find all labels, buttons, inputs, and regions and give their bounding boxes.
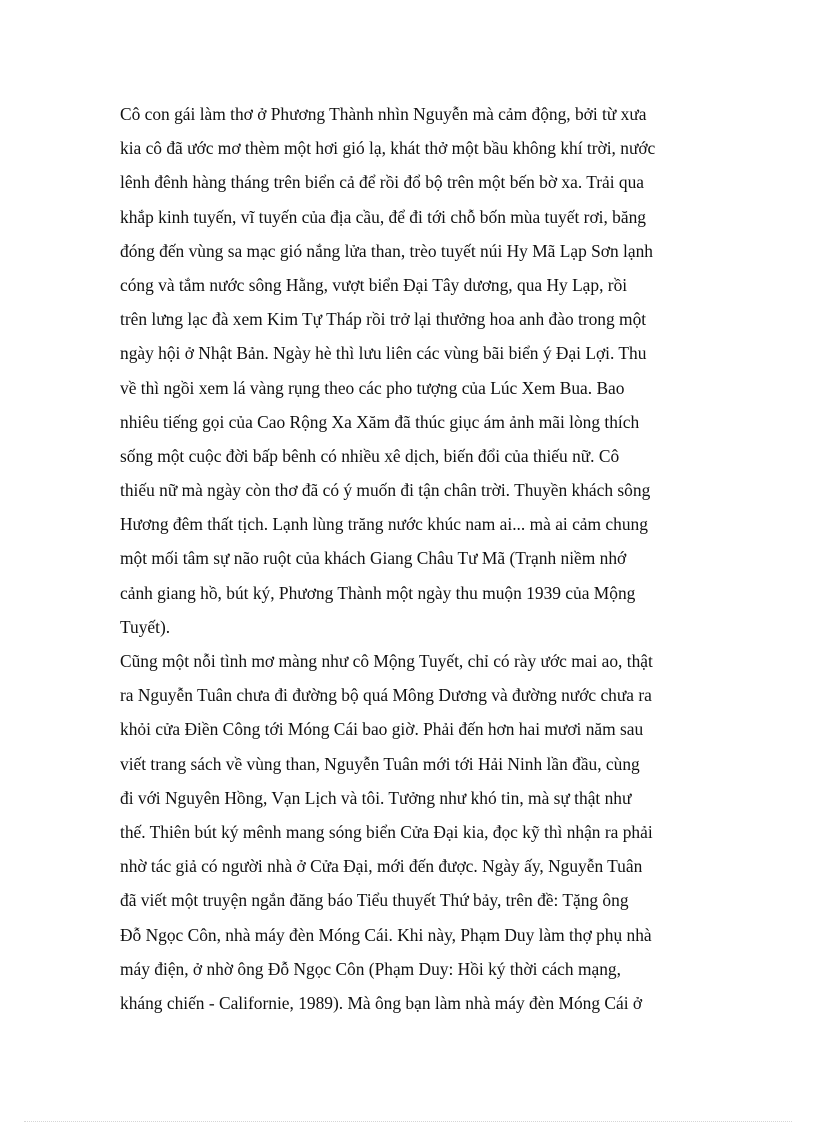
- text-line: một mối tâm sự não ruột của khách Giang Châu Tư Mã (Trạnh niềm nhớ: [120, 548, 627, 569]
- text-line: ngày hội ở Nhật Bản. Ngày hè thì lưu liên các vùng bãi biển ý Đại Lợi. Thu: [120, 343, 647, 364]
- text-line: nhiêu tiếng gọi của Cao Rộng Xa Xăm đã thúc giục ám ảnh mãi lòng thích: [120, 411, 640, 432]
- paragraph-1: [120, 97, 703, 644]
- text-line: khỏi cửa Điền Công tới Móng Cái bao giờ. Phải đến hơn hai mươi năm sau: [120, 719, 644, 740]
- text-line: Cô con gái làm thơ ở Phương Thành nhìn Nguyễn mà cảm động, bởi từ xưa: [120, 104, 647, 124]
- text-line: thiếu nữ mà ngày còn thơ đã có ý muốn đi tận chân trời. Thuyền khách sông: [120, 480, 651, 501]
- text-line: ra Nguyễn Tuân chưa đi đường bộ quá Mông Dương và đường nước chưa ra: [120, 685, 652, 706]
- page-bottom-edge: [24, 1121, 792, 1122]
- text-line: Cũng một nỗi tình mơ màng như cô Mộng Tuyết, chỉ có rày ước mai ao, thật: [120, 651, 653, 671]
- paragraph-2: [120, 644, 703, 1020]
- text-line: cóng và tắm nước sông Hằng, vượt biển Đại Tây dương, qua Hy Lạp, rồi: [120, 274, 628, 295]
- text-line: kia cô đã ước mơ thèm một hơi gió lạ, khát thở một bầu không khí trời, nước: [120, 138, 656, 159]
- text-line: trên lưng lạc đà xem Kim Tự Tháp rồi trở lại thưởng hoa anh đào trong một: [120, 309, 647, 330]
- text-line: viết trang sách về vùng than, Nguyễn Tuân mới tới Hải Ninh lần đầu, cùng: [120, 753, 640, 774]
- text-line: về thì ngồi xem lá vàng rụng theo các pho tượng của Lúc Xem Bua. Bao: [120, 377, 625, 398]
- text-line: Đỗ Ngọc Côn, nhà máy đèn Móng Cái. Khi này, Phạm Duy làm thợ phụ nhà: [120, 924, 652, 945]
- text-line: sống một cuộc đời bấp bênh có nhiều xê dịch, biến đổi của thiếu nữ. Cô: [120, 445, 620, 466]
- text-line: kháng chiến - Californie, 1989). Mà ông bạn làm nhà máy đèn Móng Cái ở: [120, 992, 643, 1013]
- text-line: cảnh giang hồ, bút ký, Phương Thành một ngày thu muộn 1939 của Mộng: [120, 582, 636, 603]
- text-line: thế. Thiên bút ký mênh mang sóng biển Cửa Đại kia, đọc kỹ thì nhận ra phải: [120, 821, 653, 842]
- document-body: [120, 97, 703, 1020]
- text-line: nhờ tác giả có người nhà ở Cửa Đại, mới đến được. Ngày ấy, Nguyễn Tuân: [120, 856, 643, 877]
- text-line: khắp kinh tuyến, vĩ tuyến của địa cầu, để đi tới chỗ bốn mùa tuyết rơi, băng: [120, 206, 646, 227]
- text-line: máy điện, ở nhờ ông Đỗ Ngọc Côn (Phạm Duy: Hồi ký thời cách mạng,: [120, 958, 621, 979]
- text-line: Hương đêm thất tịch. Lạnh lùng trăng nước khúc nam ai... mà ai cảm chung: [120, 514, 648, 535]
- text-line: đã viết một truyện ngắn đăng báo Tiểu thuyết Thứ bảy, trên đề: Tặng ông: [120, 890, 629, 911]
- text-line: lênh đênh hàng tháng trên biển cả để rồi đổ bộ trên một bến bờ xa. Trải qua: [120, 172, 645, 193]
- text-line: đi với Nguyên Hồng, Vạn Lịch và tôi. Tưởng như khó tin, mà sự thật như: [120, 787, 632, 808]
- text-line: Tuyết).: [120, 616, 171, 637]
- text-line: đóng đến vùng sa mạc gió nắng lửa than, trèo tuyết núi Hy Mã Lạp Sơn lạnh: [120, 240, 653, 261]
